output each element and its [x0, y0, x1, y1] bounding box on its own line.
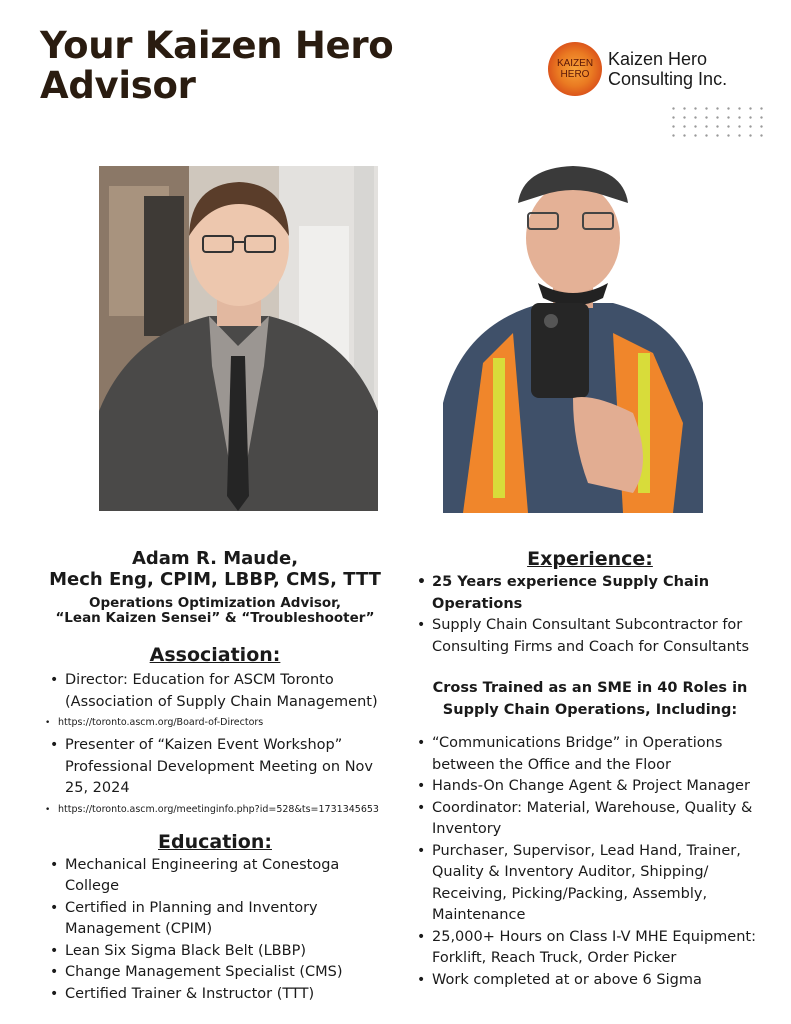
advisor-credentials: Mech Eng, CPIM, LBBP, CMS, TTT	[49, 569, 381, 590]
list-item: • Hands-On Change Agent & Project Manager	[410, 776, 770, 798]
logo-text-line-1: KAIZEN	[556, 58, 594, 69]
profile-column	[40, 548, 390, 1005]
decorative-dot-grid	[668, 104, 768, 138]
page-title	[40, 26, 393, 106]
list-item: • “Communications Bridge” in Operations between the Office and the Floor	[410, 733, 770, 776]
profile-header	[40, 548, 390, 626]
advisor-name: Adam R. Maude,	[131, 548, 299, 569]
list-item: • Mechanical Engineering at Conestoga College	[40, 855, 390, 898]
experience-list	[410, 572, 770, 658]
list-item: • Work completed at or above 6 Sigma	[410, 970, 770, 992]
experience-column	[410, 548, 770, 991]
brand-name	[608, 49, 727, 89]
list-item: • Lean Six Sigma Black Belt (LBBP)	[40, 941, 390, 963]
list-item: • Certified Trainer & Instructor (TTT)	[40, 984, 390, 1006]
association-heading: Association:	[149, 644, 281, 666]
advisor-role	[40, 596, 390, 626]
roles-list	[410, 733, 770, 991]
role-line-1: Operations Optimization Advisor,	[89, 595, 341, 611]
list-item: • Purchaser, Supervisor, Lead Hand, Trainer, Quality & Inventory Auditor, Shipping/ Receiving, Picking/Packing, Assembly, Maintenance	[410, 841, 770, 927]
brand-header	[548, 42, 727, 96]
subheading-line-2: Supply Chain Operations, Including:	[442, 701, 738, 718]
list-item: • Supply Chain Consultant Subcontractor for Consulting Firms and Coach for Consultants	[410, 615, 770, 658]
list-item: • 25 Years experience Supply Chain Operations	[410, 572, 770, 615]
list-item: • Certified in Planning and Inventory Management (CPIM)	[40, 898, 390, 941]
selfie-photo	[423, 163, 710, 513]
education-heading: Education:	[158, 830, 272, 853]
cross-trained-subheading	[410, 678, 770, 721]
brand-name-line-1: Kaizen Hero	[608, 49, 708, 69]
education-list	[40, 855, 390, 1006]
association-item-presenter: • Presenter of “Kaizen Event Workshop” Professional Development Meeting on Nov 25, 2024	[40, 735, 390, 800]
role-line-2: “Lean Kaizen Sensei” & “Troubleshooter”	[55, 610, 375, 626]
title-line-1: Your Kaizen Hero	[40, 24, 394, 67]
list-item: • Coordinator: Material, Warehouse, Quality & Inventory	[410, 798, 770, 841]
association-list	[40, 670, 390, 713]
experience-heading: Experience:	[527, 548, 653, 570]
brand-name-line-2: Consulting Inc.	[608, 69, 728, 89]
list-item: • 25,000+ Hours on Class I-V MHE Equipment: Forklift, Reach Truck, Order Picker	[410, 927, 770, 970]
association-item-director: • Director: Education for ASCM Toronto (Association of Supply Chain Management)	[40, 670, 390, 713]
headshot-photo	[99, 166, 378, 511]
subheading-line-1: Cross Trained as an SME in 40 Roles in	[432, 680, 748, 696]
list-item: • Change Management Specialist (CMS)	[40, 962, 390, 984]
logo-text-line-2: HERO	[560, 69, 590, 80]
meeting-info-link[interactable]: • https://toronto.ascm.org/meetinginfo.php?id=528&ts=1731345653	[40, 803, 390, 817]
board-of-directors-link[interactable]: • https://toronto.ascm.org/Board-of-Directors	[40, 716, 390, 730]
association-links-1	[40, 716, 390, 730]
association-links-2	[40, 803, 390, 817]
title-line-2: Advisor	[40, 64, 196, 107]
association-list-2	[40, 735, 390, 800]
kaizen-hero-logo-icon	[548, 42, 602, 96]
